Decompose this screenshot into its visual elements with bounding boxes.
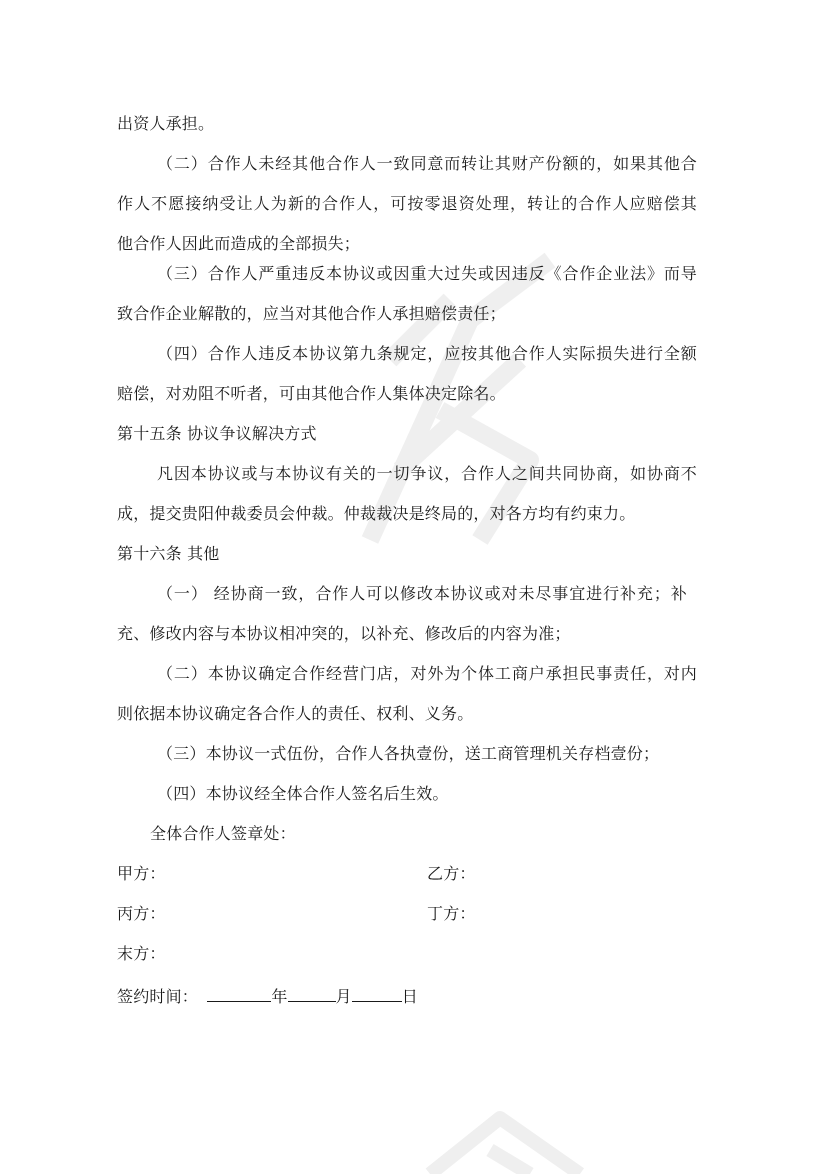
line-12: （一） 经协商一致，合作人可以修改本协议或对未尽事宜进行补充；补 [157,584,687,603]
party-b-label: 乙方： [427,864,476,883]
day-blank [352,986,402,1002]
line-3: 他合作人因此而造成的全部损失； [117,234,361,253]
party-e-label: 末方： [117,944,166,963]
signature-heading: 全体合作人签章处： [150,824,296,843]
signing-date-row [117,986,697,1007]
line-14: （二）本协议确定合作经营门店，对外为个体工商户承担民事责任，对内 [157,664,697,683]
watermark-logo-icon [420,1110,620,1174]
line-16: （三）本协议一式伍份，合作人各执壹份，送工商管理机关存档壹份； [157,744,660,763]
line-0: 出资人承担。 [117,114,215,133]
month-blank [288,986,336,1002]
line-13: 充、修改内容与本协议相冲突的，以补充、修改后的内容为准； [117,624,571,643]
section-heading-15: 第十五条 协议争议解决方式 [117,424,317,443]
party-c-label: 丙方： [117,904,166,923]
month-label: 月 [335,987,352,1006]
line-10: 成，提交贵阳仲裁委员会仲裁。仲裁裁决是终局的，对各方均有约束力。 [117,504,636,523]
signing-date-label: 签约时间： [117,987,199,1006]
line-17: （四）本协议经全体合作人签名后生效。 [157,784,449,803]
party-d-label: 丁方： [427,904,476,923]
line-5: 致合作企业解散的，应当对其他合作人承担赔偿责任； [117,304,506,323]
year-blank [207,986,271,1002]
section-heading-16: 第十六条 其他 [117,544,220,563]
line-6: （四）合作人违反本协议第九条规定，应按其他合作人实际损失进行全额 [157,344,697,363]
line-9: 凡因本协议或与本协议有关的一切争议，合作人之间共同协商，如协商不 [157,464,697,483]
line-4: （三）合作人严重违反本协议或因重大过失或因违反《合作企业法》而导 [157,264,697,283]
line-1: （二）合作人未经其他合作人一致同意而转让其财产份额的，如果其他合 [157,154,697,173]
year-label: 年 [271,987,288,1006]
line-2: 作人不愿接纳受让人为新的合作人，可按零退资处理，转让的合作人应赔偿其 [117,194,697,213]
party-a-label: 甲方： [117,864,166,883]
line-7: 赔偿，对劝阻不听者，可由其他合作人集体决定除名。 [117,384,506,403]
line-15: 则依据本协议确定各合作人的责任、权利、义务。 [117,704,474,723]
day-label: 日 [401,987,418,1006]
